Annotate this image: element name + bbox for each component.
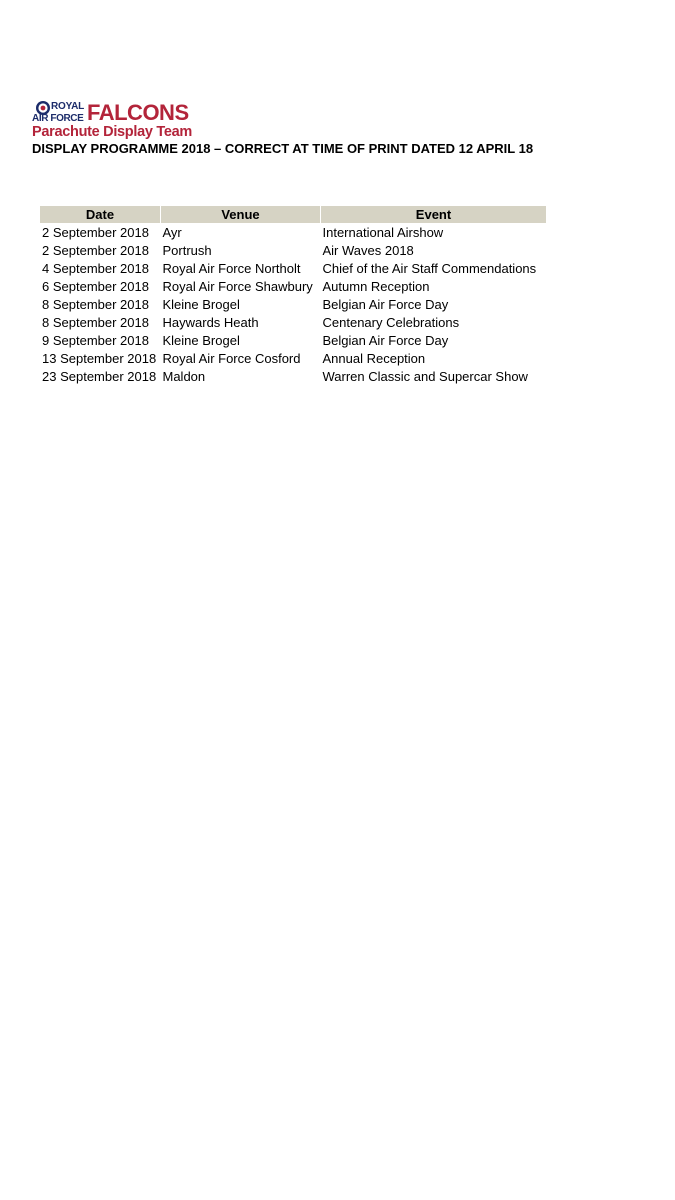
date-cell: 2 September 2018 <box>42 242 149 258</box>
date-cell: 2 September 2018 <box>42 224 149 240</box>
table-body <box>40 223 546 385</box>
column-header-venue: Venue <box>161 206 321 223</box>
logo-subtitle: Parachute Display Team <box>32 124 192 140</box>
column-header-date: Date <box>40 206 161 223</box>
event-cell: Autumn Reception <box>322 278 430 294</box>
venue-cell: Royal Air Force Cosford <box>162 350 301 366</box>
date-cell: 13 September 2018 <box>42 350 157 366</box>
venue-cell: Royal Air Force Shawbury <box>162 278 313 294</box>
date-cell: 4 September 2018 <box>42 260 149 276</box>
event-cell: Annual Reception <box>322 350 426 366</box>
date-cell: 8 September 2018 <box>42 314 149 330</box>
table-row <box>40 241 546 259</box>
event-cell: Warren Classic and Supercar Show <box>322 368 528 384</box>
table-row <box>40 277 546 295</box>
table-row <box>40 223 546 241</box>
logo-airforce-text: AIR FORCE <box>32 113 84 124</box>
table-row <box>40 349 546 367</box>
table-row <box>40 259 546 277</box>
venue-cell: Haywards Heath <box>162 314 259 330</box>
display-programme-table <box>40 206 546 385</box>
venue-cell: Royal Air Force Northolt <box>162 260 301 276</box>
date-cell: 8 September 2018 <box>42 296 149 312</box>
venue-cell: Ayr <box>162 224 182 240</box>
logo-falcons-text: FALCONS <box>87 100 189 125</box>
raf-falcons-logo <box>32 100 232 142</box>
event-cell: Chief of the Air Staff Commendations <box>322 260 537 276</box>
event-cell: Belgian Air Force Day <box>322 296 449 312</box>
table-header-row <box>40 206 546 223</box>
document-title: DISPLAY PROGRAMME 2018 – CORRECT AT TIME OF PRINT DATED 12 APRIL 18 <box>32 141 534 156</box>
logo-royal-text: ROYAL <box>51 101 85 112</box>
column-header-event: Event <box>321 206 547 223</box>
event-cell: Air Waves 2018 <box>322 242 414 258</box>
date-cell: 6 September 2018 <box>42 278 149 294</box>
event-cell: International Airshow <box>322 224 444 240</box>
venue-cell: Kleine Brogel <box>162 296 240 312</box>
venue-cell: Maldon <box>162 368 206 384</box>
date-cell: 23 September 2018 <box>42 368 157 384</box>
venue-cell: Portrush <box>162 242 212 258</box>
event-cell: Centenary Celebrations <box>322 314 460 330</box>
date-cell: 9 September 2018 <box>42 332 149 348</box>
event-cell: Belgian Air Force Day <box>322 332 449 348</box>
table-row <box>40 331 546 349</box>
table-row <box>40 295 546 313</box>
table-row <box>40 367 546 385</box>
table-row <box>40 313 546 331</box>
venue-cell: Kleine Brogel <box>162 332 240 348</box>
